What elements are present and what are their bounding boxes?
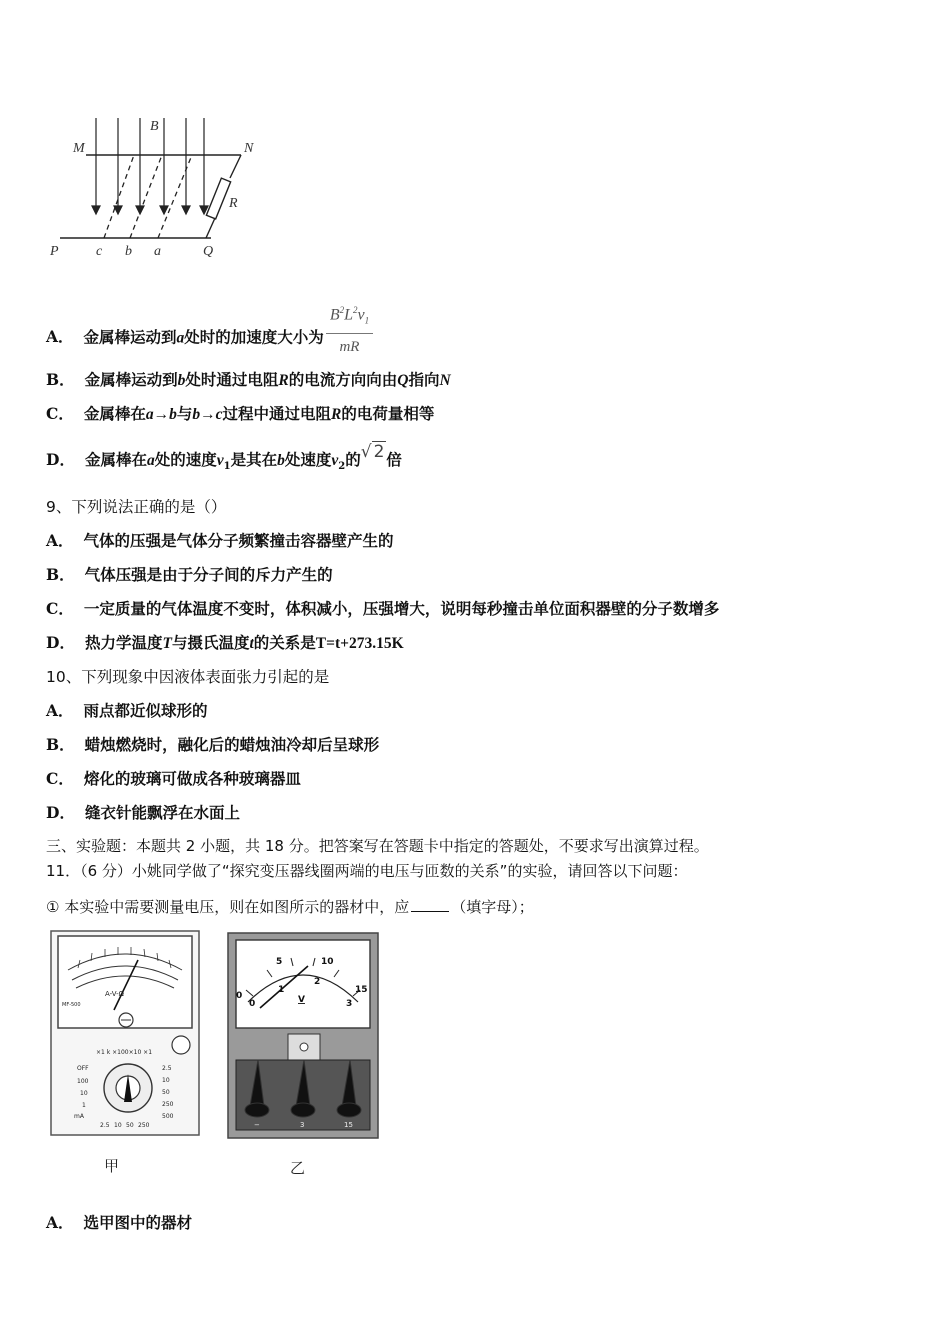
q9-option-c[interactable]: C． 一定质量的气体温度不变时，体积减小，压强增大，说明每秒撞击单位面积器壁的分子数增多 — [46, 599, 720, 618]
option-text: 过程中通过电阻 — [222, 404, 332, 423]
option-text: 金属棒运动到 — [83, 327, 177, 347]
section-heading: 三、实验题：本题共 2 小题，共 18 分。把答案写在答题卡中指定的答题处，不要求写出演算过程。 — [46, 837, 709, 855]
svg-text:250: 250 — [162, 1101, 174, 1108]
option-text: 金属棒运动到 — [84, 370, 178, 389]
svg-text:100: 100 — [77, 1078, 89, 1085]
svg-text:−: − — [254, 1121, 260, 1129]
svg-text:1: 1 — [82, 1102, 86, 1109]
svg-text:10: 10 — [80, 1090, 88, 1097]
q8-option-a[interactable] — [46, 305, 373, 367]
svg-text:V: V — [298, 995, 305, 1005]
label-a: a — [154, 244, 161, 259]
svg-text:50: 50 — [126, 1122, 134, 1129]
q8-option-d[interactable] — [46, 442, 402, 477]
q9-option-d[interactable]: D． 热力学温度T与摄氏温度t的关系是T=t+273.15K — [46, 633, 404, 652]
var: b — [277, 452, 285, 469]
subscript: 1 — [223, 461, 231, 473]
svg-text:mA: mA — [74, 1113, 84, 1120]
label-N: N — [244, 141, 254, 156]
svg-text:15: 15 — [344, 1121, 353, 1129]
sqrt-expression: √ 2 — [360, 442, 385, 462]
var: Q — [397, 372, 409, 389]
figure-caption-yi: 乙 — [290, 1159, 306, 1177]
option-text: 处的速度 — [154, 450, 217, 469]
var: a — [146, 452, 155, 469]
option-text: 金属棒在 — [84, 450, 147, 469]
figure-caption-jia: 甲 — [104, 1157, 120, 1175]
svg-text:2: 2 — [314, 977, 321, 987]
svg-text:×1 k ×100×10 ×1: ×1 k ×100×10 ×1 — [96, 1049, 153, 1056]
option-text: 是其在 — [230, 450, 278, 469]
var: a→b — [145, 406, 177, 423]
answer-blank[interactable] — [411, 911, 449, 912]
q10-stem: 10、下列现象中因液体表面张力引起的是 — [46, 668, 330, 686]
acceleration-fraction: $\frac{B^2L^2v_1}{mR}$ — [326, 300, 373, 357]
label-M: M — [73, 141, 85, 156]
q10-option-c[interactable]: C． 熔化的玻璃可做成各种玻璃器皿 — [46, 769, 301, 788]
option-label: B． — [46, 370, 75, 389]
q9-option-b[interactable]: B． 气体压强是由于分子间的斥力产生的 — [46, 565, 333, 584]
label-c: c — [96, 244, 103, 259]
var: v — [331, 452, 339, 469]
instrument-figures — [50, 930, 390, 1145]
option-text: 与 — [176, 404, 193, 423]
var: b — [177, 372, 186, 389]
q10-option-a[interactable]: A． 雨点都近似球形的 — [46, 701, 208, 720]
q10-option-b[interactable]: B． 蜡烛燃烧时，融化后的蜡烛油冷却后呈球形 — [46, 735, 380, 754]
svg-text:10: 10 — [114, 1122, 122, 1129]
svg-text:1: 1 — [278, 985, 285, 995]
svg-text:0: 0 — [236, 991, 243, 1001]
svg-text:A-V-Ω: A-V-Ω — [105, 990, 125, 998]
option-label: D． — [46, 450, 75, 469]
var: R — [331, 406, 342, 423]
q10-option-d[interactable]: D． 缝衣针能飘浮在水面上 — [46, 803, 240, 822]
voltmeter-figure — [228, 933, 378, 1138]
q8-option-c[interactable] — [46, 404, 434, 425]
var: b→c — [192, 406, 223, 423]
svg-text:5: 5 — [276, 957, 283, 967]
option-label: A． — [46, 327, 74, 347]
var: v — [216, 452, 224, 469]
q11-sub1: ① 本实验中需要测量电压，则在如图所示的器材中，应 （填字母）； — [46, 898, 534, 916]
svg-text:500: 500 — [162, 1113, 174, 1120]
option-label: C． — [46, 404, 74, 423]
svg-text:10: 10 — [321, 957, 334, 967]
svg-text:250: 250 — [138, 1122, 150, 1129]
subscript: 2 — [338, 461, 346, 473]
q11-stem: 11．（6 分）小姚同学做了“探究变压器线圈两端的电压与匝数的关系”的实验，请回答以下问题： — [46, 862, 688, 880]
option-text: 指向 — [408, 370, 440, 389]
var: N — [439, 372, 451, 389]
label-Q: Q — [203, 244, 214, 259]
option-text: 处时通过电阻 — [185, 370, 279, 389]
var: R — [278, 372, 289, 389]
rail-circuit-diagram — [46, 110, 286, 270]
option-text: 的 — [345, 450, 361, 469]
svg-text:MF-500: MF-500 — [62, 1002, 81, 1008]
option-text: 的电流方向向由 — [288, 370, 398, 389]
label-B: B — [150, 119, 159, 134]
q11-option-a[interactable]: A． 选甲图中的器材 — [46, 1213, 193, 1232]
svg-text:10: 10 — [162, 1077, 170, 1084]
option-text: 的电荷量相等 — [341, 404, 435, 423]
multimeter-figure — [51, 931, 199, 1135]
svg-text:2.5: 2.5 — [162, 1065, 172, 1072]
svg-text:3: 3 — [346, 999, 353, 1009]
svg-text:OFF: OFF — [77, 1065, 89, 1072]
option-text: 处速度 — [284, 450, 332, 469]
var: a — [176, 329, 185, 347]
option-text: 金属棒在 — [83, 404, 146, 423]
svg-text:15: 15 — [355, 985, 368, 995]
svg-text:50: 50 — [162, 1089, 170, 1096]
option-text: 处时的加速度大小为 — [184, 327, 324, 347]
svg-text:3: 3 — [300, 1121, 305, 1129]
q9-option-a[interactable]: A． 气体的压强是气体分子频繁撞击容器壁产生的 — [46, 531, 394, 550]
label-R: R — [229, 196, 238, 211]
label-P: P — [50, 244, 59, 259]
svg-text:0: 0 — [249, 999, 256, 1009]
svg-text:2.5: 2.5 — [100, 1122, 110, 1129]
label-b: b — [125, 244, 132, 259]
q8-option-b[interactable] — [46, 370, 451, 391]
option-text: 倍 — [386, 450, 402, 469]
q9-stem: 9、下列说法正确的是（） — [46, 498, 227, 516]
